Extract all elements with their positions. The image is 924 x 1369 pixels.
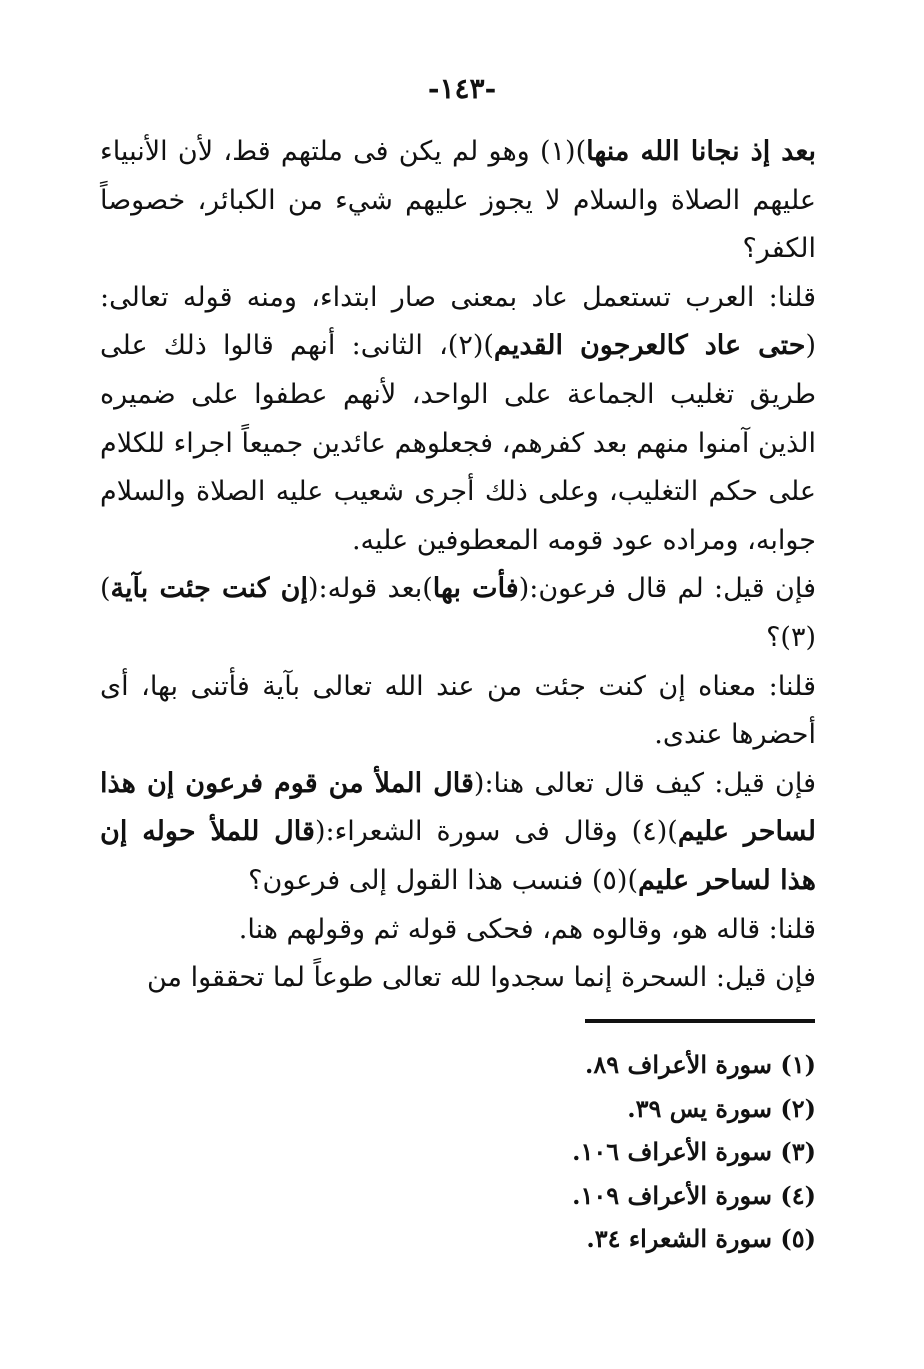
text-run: )(٤) وقال فى سورة الشعراء:( — [314, 816, 678, 848]
quran-quote: قال الملأ من قوم فرعون إن هذا لساحر عليم — [100, 767, 816, 848]
text-run: )(٥) فنسب هذا القول إلى فرعون؟ — [248, 864, 638, 896]
paragraph — [100, 274, 816, 566]
text-run: قلنا: العرب تستعمل عاد بمعنى صار ابتداء، ومنه قوله تعالى:( — [100, 281, 816, 362]
body-text — [100, 128, 816, 1003]
paragraph — [100, 128, 816, 274]
text-run: )(٣)؟ — [100, 573, 816, 653]
footnote-divider — [585, 1019, 815, 1023]
paragraph — [100, 663, 816, 760]
text-run: )(١) وهو لم يكن فى ملتهم قط، لأن الأنبياء عليهم الصلاة والسلام لا يجوز عليهم شيء من الكبائر، خصوصاً الكفر؟ — [100, 136, 816, 265]
text-run: فإن قيل: كيف قال تعالى هنا:( — [473, 767, 816, 799]
paragraph — [100, 760, 816, 906]
text-run: فإن قيل: لم قال فرعون:( — [518, 573, 816, 605]
footnote: (٤) سورة الأعراف ١٠٩. — [572, 1180, 816, 1210]
quran-quote: بعد إذ نجانا الله منها — [586, 136, 816, 167]
text-run: فإن قيل: السحرة إنما سجدوا لله تعالى طوعاً لما تحققوا من — [147, 962, 816, 994]
text-run: )بعد قوله:( — [308, 573, 433, 605]
paragraph — [100, 906, 816, 955]
footnote: (١) سورة الأعراف ٨٩. — [585, 1050, 816, 1079]
quran-quote: إن كنت جئت بآية — [110, 573, 308, 605]
quran-quote: فأت بها — [432, 573, 519, 605]
text-run: )(٢)، الثانى: أنهم قالوا ذلك على طريق تغليب الجماعة على الواحد، لأنهم عطفوا على ضميره الذين آمنوا منهم بعد كفرهم، فجعلوهم عائدين جميعاً اجراء للكلام على حكم التغليب، وعلى ذلك أجرى شعيب عليه الصلاة والسلام جوابه، ومراده عود قومه المعطوفين عليه. — [100, 330, 816, 556]
footnote: (٥) سورة الشعراء ٣٤. — [586, 1224, 816, 1253]
text-run: قلنا: معناه إن كنت جئت من عند الله تعالى بآية فأتنى بها، أى أحضرها عندى. — [100, 670, 816, 751]
quran-quote: قال للملأ حوله إن هذا لساحر عليم — [100, 816, 816, 896]
paragraph — [100, 565, 816, 662]
footnote: (٣) سورة الأعراف ١٠٦. — [572, 1137, 816, 1166]
text-run: قلنا: قاله هو، وقالوه هم، فحكى قوله ثم وقولهم هنا. — [238, 913, 816, 945]
page-number: -١٤٣- — [427, 72, 497, 105]
paragraph — [100, 954, 816, 1003]
quran-quote: حتى عاد كالعرجون القديم — [493, 330, 806, 362]
footnotes — [500, 1043, 816, 1261]
footnote: (٢) سورة يس ٣٩. — [627, 1093, 816, 1123]
